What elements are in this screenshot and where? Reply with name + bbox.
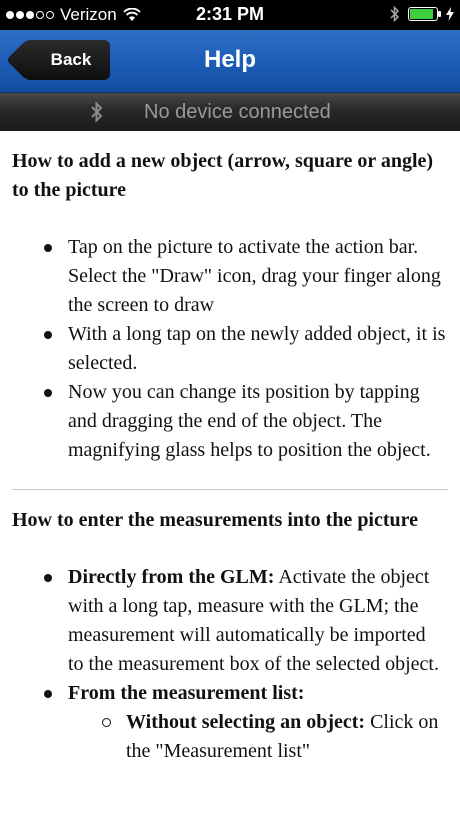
list-item: Tap on the picture to activate the action bar. Select the "Draw" icon, drag your finger along the screen to draw: [68, 233, 446, 320]
help-content: [0, 131, 460, 766]
charging-icon: [446, 7, 454, 21]
sub-instruction-list: [68, 708, 446, 766]
sub-list-item-heading: Without selecting an object:: [126, 711, 366, 733]
bluetooth-icon: [390, 5, 400, 23]
page-title: Help: [203, 46, 256, 73]
bluetooth-icon: [90, 101, 104, 123]
list-item-heading: From the measurement list:: [68, 682, 305, 704]
navigation-bar: [0, 30, 460, 93]
back-button-label: Back: [50, 50, 92, 69]
help-section-enter-measurements: [0, 490, 460, 766]
carrier-name: Verizon: [60, 5, 117, 24]
instruction-list: [12, 233, 446, 465]
status-time: 2:31 PM: [195, 4, 265, 24]
instruction-list: [12, 563, 446, 766]
list-item-text: Activate the object with a long tap, measure with the GLM; the measurement will automatically be imported to the measurement box of the selected object.: [68, 566, 439, 675]
device-status-text: No device connected: [144, 101, 331, 123]
battery-icon: [408, 7, 438, 21]
section-title: How to enter the measurements into the picture: [12, 509, 419, 531]
status-right: [390, 5, 454, 23]
list-item-heading: Directly from the GLM:: [68, 566, 275, 588]
sub-list-item-text: Click on the "Measurement list": [126, 711, 439, 762]
sub-list-item: [126, 708, 446, 766]
device-status-bar: [0, 93, 460, 131]
list-item: [68, 563, 446, 679]
list-item: [68, 679, 446, 766]
list-item: Now you can change its position by tapping and dragging the end of the object. The magnifying glass helps to position the object.: [68, 378, 446, 465]
status-bar: [0, 0, 460, 30]
help-section-add-object: [0, 131, 460, 465]
section-title: How to add a new object (arrow, square or angle) to the picture: [12, 150, 434, 201]
list-item: With a long tap on the newly added object, it is selected.: [68, 320, 446, 378]
